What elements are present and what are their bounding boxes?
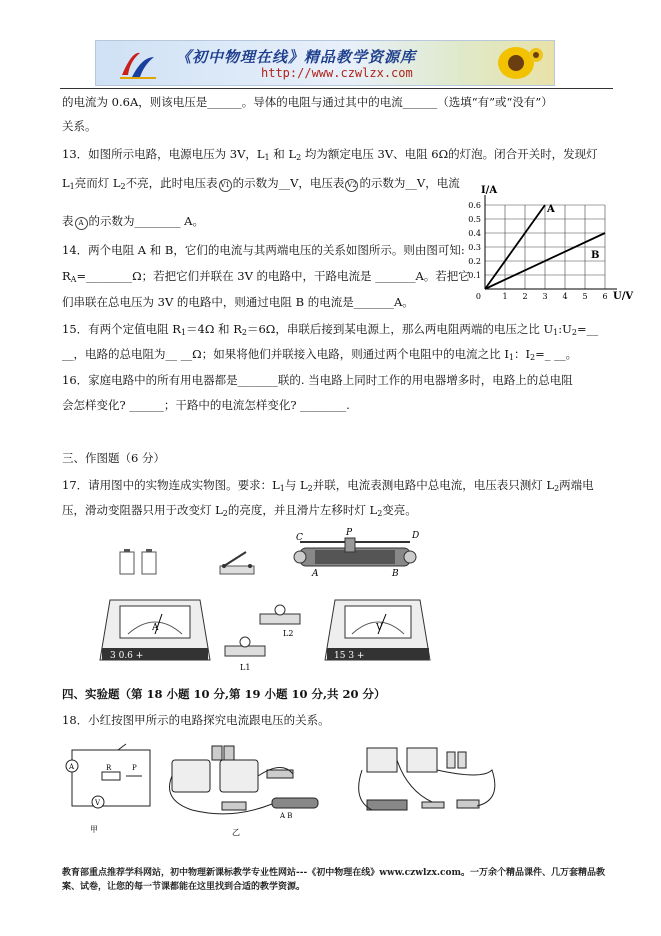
header-banner [95,40,555,86]
x-tick-label: 6 [602,292,608,301]
series-label-a: A [547,204,555,215]
question-14-line-1: 14．两个电阻 A 和 B，它们的电流与其两端电压的关系如图所示。则由图可知: [62,243,465,257]
site-logo-icon [118,47,158,81]
apparatus-yi [170,746,319,814]
question-14-line-2: $R_A=\_\_\_\_\_\_\_\_\Omega$；若把它们并联在 3V 的电路中，干路电流是 _______A。若把它 [62,269,470,284]
voltmeter-letter: V [376,623,383,633]
circuit-ammeter-label: A [69,763,75,771]
question-13-line-2: $L_1$亮而灯 $L_2$不亮，此时电压表 V1 的示数为__V，电压表 V2 的示数为__V，电流 [62,176,460,191]
y-tick-label: 0.6 [468,201,481,210]
question-18-line-1: 18．小红按图甲所示的电路探究电流跟电压的关系。 [62,713,330,727]
question-16-line-1: 16．家庭电路中的所有用电器都是_______联的. 当电路上同时工作的用电器增多时，电路上的总电阻 [62,373,573,387]
section-3-heading: 三、作图题（6 分） [62,451,165,465]
voltmeter-terminals: 15 3 + [334,651,365,661]
rheostat-label-a: A [312,569,319,579]
voltmeter-v2-icon: V2 [345,179,358,192]
circuit-resistor-label: R [106,764,112,772]
rheostat-label-p: P [346,528,353,538]
voltmeter-device-icon [325,600,430,661]
rheostat-label-c: C [296,533,303,543]
yi-slider-label: A B [280,812,293,820]
question-15-line-1: 15．有两个定值电阻 $R_1=4\Omega$ 和 $R_2=6\Omega$，串联后接到某电源上，那么两电阻两端的电压之比 $U_1:U_2=\_\_$ [62,322,599,337]
x-tick-label: 2 [522,292,528,301]
x-tick-label: 5 [582,292,588,301]
origin-label: 0 [475,292,481,301]
figure-label-yi: 乙 [232,828,240,837]
y-tick-label: 0.4 [468,229,481,238]
apparatus-photo [359,748,495,810]
x-tick-label: 3 [542,292,548,301]
question-13-line-3: 表 A 的示数为________ A。 [62,214,204,228]
sunflower-icon [486,43,546,83]
lamp-l2-label: L2 [283,629,294,638]
text-line: 关系。 [62,119,97,133]
question-17-line-2: 压，滑动变阻器只用于改变灯 $L_2$的亮度，并且滑片左移时灯 $L_2$变亮。 [62,503,417,518]
banner-title: 《初中物理在线》精品教学资源库 [176,48,417,66]
voltmeter-v1-icon: V1 [219,179,232,192]
header-rule [60,88,613,89]
question-15-line-2: __，电路的总电阻为__ __Ω；如果将他们并联接入电路，则通过两个电阻中的电流之比 $I_1$：$I_2=\_$ __。 [62,347,578,362]
section-4-heading: 四、实验题（第 18 小题 10 分,第 19 小题 10 分,共 20 分） [62,687,386,701]
y-tick-label: 0.1 [468,271,481,280]
y-axis-label: I/A [481,185,498,196]
y-tick-label: 0.5 [468,215,481,224]
ammeter-icon: A [75,217,88,230]
x-tick-label: 4 [562,292,568,301]
y-tick-label: 0.3 [468,243,481,252]
text-line: 的电流为 0.6A，则该电压是______。导体的电阻与通过其中的电流______（选填“有”或“没有”） [62,95,553,109]
lamp-l2-icon [260,605,300,638]
ammeter-terminals: 3 0.6 + [110,651,144,661]
series-label-b: B [591,250,600,262]
question-17-line-1: 17．请用图中的实物连成实物图。要求：$L_1$与 $L_2$并联，电流表测电路中总电流，电压表只测灯 $L_2$两端电 [62,478,594,493]
switch-icon [220,552,254,574]
figure-label-jia: 甲 [90,825,98,834]
lamp-l1-label: L1 [240,663,251,672]
x-tick-label: 1 [502,292,508,301]
current-voltage-graph [455,185,634,305]
question-18-circuit-figure [62,740,522,850]
question-14-line-3: 们串联在总电压为 3V 的电路中，则通过电阻 B 的电流是_______A。 [62,295,414,309]
page-footer: 教育部重点推荐学科网站，初中物理新课标教学专业性网站---《初中物理在线》www.czwlzx.com。一万余个精品课件、几万套精品教案、试卷，让您的每一节课都能在这里找到合适的教学资源。 [62,868,606,892]
question-16-line-2: 会怎样变化? ______；干路中的电流怎样变化? ________. [62,398,350,412]
circuit-diagram-jia [66,744,150,808]
question-13-line-1: 13．如图所示电路，电源电压为 3V，$L_1$ 和 $L_2$ 均为额定电压 3V、电阻 6Ω的灯泡。闭合开关时，发现灯 [62,147,598,162]
lamp-l1-icon [225,637,265,672]
rheostat-label-b: B [392,569,399,579]
ammeter-device-icon [100,600,210,661]
x-axis-label: U/V [613,291,634,302]
rheostat-icon [294,528,419,579]
ammeter-letter: A [152,623,159,633]
question-17-apparatus-figure [100,530,540,680]
rheostat-label-d: D [412,531,420,541]
circuit-slider-label: P [132,764,137,772]
banner-url[interactable]: http://www.czwlzx.com [261,66,413,80]
battery-icon [120,549,156,574]
circuit-voltmeter-label: V [95,799,101,807]
y-tick-label: 0.2 [468,257,481,266]
graph-grid [485,205,605,289]
